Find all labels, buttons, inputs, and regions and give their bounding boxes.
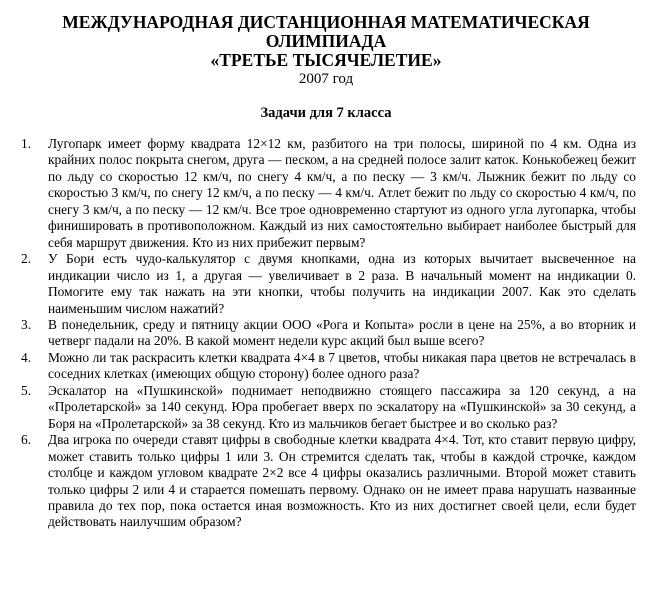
problem-text: Эскалатор на «Пушкинской» поднимает неподвижно стоящего пассажира за 120 секунд, а на «Пролетарской» за 140 секунд. Юра пробегает вверх по эскалатору на «Пушкинской» за 30 секунд, а Боря на «Пролетарской» за 38 секунд. Кто из мальчиков бегает быстрее и во сколько раз?: [48, 382, 636, 431]
problem-item: [16, 383, 636, 432]
problem-item: [16, 350, 636, 383]
problem-text: Можно ли так раскрасить клетки квадрата 4×4 в 7 цветов, чтобы никакая пара цветов не встречалась в соседних клетках (имеющих общую сторону) более одного раза?: [48, 349, 636, 382]
year-label: 2007 год: [298, 71, 354, 87]
problem-number: 4.: [21, 349, 32, 365]
problem-item: [16, 251, 636, 317]
problem-number: 3.: [21, 316, 32, 332]
title-line-1: МЕЖДУНАРОДНАЯ ДИСТАНЦИОННАЯ МАТЕМАТИЧЕСКАЯ: [62, 12, 590, 32]
problem-number: 5.: [21, 382, 32, 398]
problem-text: Лугопарк имеет форму квадрата 12×12 км, разбитого на три полосы, шириной по 4 км. Одна из крайних полос покрыта снегом, друга — песком, а на средней полосе залит каток. Конькобежец бежит по льду со скоростью 12 км/ч, по снегу 4 км/ч, а по песку — 3 км/ч. Лыжник бежит по льду со скоростью 3 км/ч, по снегу 12 км/ч, а по песку — 4 км/ч. Атлет бежит по льду со скоростью 4 км/ч, по снегу 3 км/ч, а по песку — 12 км/ч. Все трое одновременно стартуют из одного угла лугопарка, чтобы финишировать в противоположном. Каждый из них самостоятельно выбирает наиболее быстрый для себя маршрут движения. Кто из них прибежит первым?: [48, 136, 636, 250]
title-line-2: ОЛИМПИАДА: [265, 31, 387, 51]
problem-text: У Бори есть чудо-калькулятор с двумя кнопками, одна из которых вычитает высвеченное на индикации число из 1, а другая — увеличивает в 2 раза. В начальный момент на индикации 0. Помогите ему так нажать на эти кнопки, чтобы получить на индикации 2007. Как это сделать наименьшим числом нажатий?: [48, 251, 636, 316]
problem-list: [16, 136, 636, 531]
problem-item: [16, 317, 636, 350]
title-line-3: «ТРЕТЬЕ ТЫСЯЧЕЛЕТИЕ»: [210, 50, 442, 70]
problem-number: 6.: [21, 432, 32, 448]
grade-subtitle: Задачи для 7 класса: [260, 105, 392, 121]
problem-number: 1.: [21, 136, 32, 151]
olympiad-title: [16, 13, 636, 70]
problem-text: Два игрока по очереди ставят цифры в свободные клетки квадрата 4×4. Тот, кто ставит первую цифру, может ставить только цифры 1 или 3. Он стремится сделать так, чтобы в каждой строчке, каждом столбце и каждом угловом квадрате 2×2 все 4 цифры оказались различными. Второй может ставить только цифры 2 или 4 и старается помешать первому. Однако он не имеет права нарушать названные правила до тех пор, пока остается иная возможность. Кто из них достигнет своей цели, если будет действовать наилучшим образом?: [48, 432, 636, 530]
problem-item: [16, 432, 636, 531]
problem-number: 2.: [21, 251, 32, 267]
problem-text: В понедельник, среду и пятницу акции ООО «Рога и Копыта» росли в цене на 25%, а во вторник и четверг падали на 20%. В какой момент недели курс акций был выше всего?: [48, 316, 636, 349]
problem-item: [16, 136, 636, 251]
